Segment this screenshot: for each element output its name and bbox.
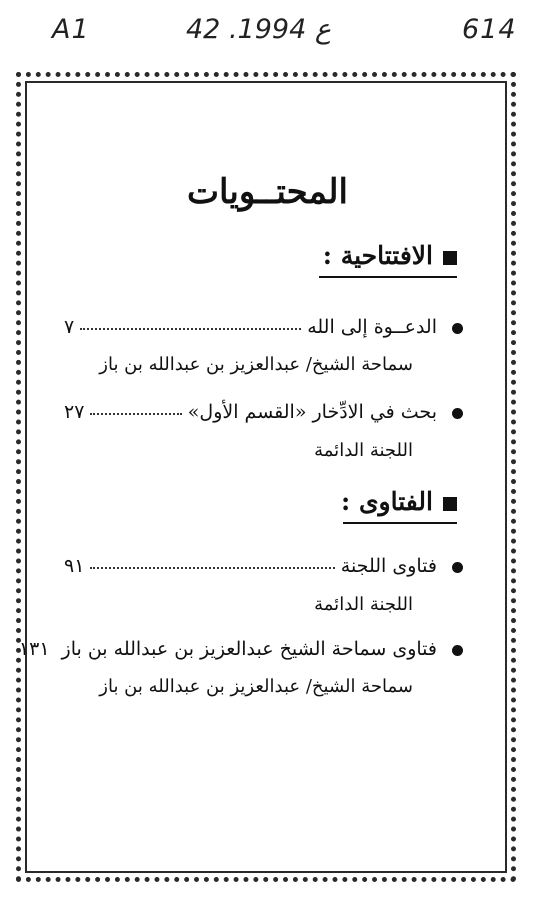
- bullet-icon: [452, 562, 463, 573]
- section-heading-label: الفتاوى :: [341, 487, 433, 516]
- dot-leader: [80, 327, 301, 330]
- handwritten-ref-middle: 42 .ع 1994: [186, 14, 331, 45]
- toc-entry-author: سماحة الشيخ/ عبدالعزيز بن عبدالله بن باز: [99, 676, 413, 697]
- toc-entry-author: سماحة الشيخ/ عبدالعزيز بن عبدالله بن باز: [99, 354, 413, 375]
- section-heading-fatawa: [341, 487, 457, 516]
- dot-leader: [90, 412, 181, 415]
- toc-entry-title: بحث في الادِّخار «القسم الأول»: [187, 401, 437, 423]
- page-title: المحتــويات: [187, 172, 348, 212]
- toc-entry[interactable]: [64, 316, 437, 340]
- toc-entry[interactable]: [64, 401, 437, 425]
- handwritten-ref-right: 614: [462, 14, 517, 45]
- section-underline: [343, 522, 457, 524]
- toc-entry-title: فتاوى سماحة الشيخ عبدالعزيز بن عبدالله بن باز: [61, 638, 437, 660]
- toc-entry-page: ١٣١: [18, 638, 50, 660]
- toc-entry-page: ٢٧: [64, 401, 85, 423]
- toc-entry[interactable]: [64, 555, 437, 579]
- toc-entry[interactable]: [18, 638, 437, 662]
- toc-entry-author: اللجنة الدائمة: [314, 594, 413, 615]
- square-bullet-icon: [443, 251, 457, 265]
- square-bullet-icon: [443, 497, 457, 511]
- bullet-icon: [452, 645, 463, 656]
- toc-entry-title: فتاوى اللجنة: [340, 555, 437, 577]
- toc-entry-author: اللجنة الدائمة: [314, 440, 413, 461]
- section-heading-label: الافتتاحية :: [322, 241, 433, 270]
- dot-leader: [90, 566, 334, 569]
- toc-entry-page: ٩١: [64, 555, 85, 577]
- bullet-icon: [452, 323, 463, 334]
- section-heading-editorial: [323, 241, 457, 270]
- toc-entry-page: ٧: [64, 316, 75, 338]
- bullet-icon: [452, 408, 463, 419]
- handwritten-ref-left: A1: [52, 14, 90, 45]
- section-underline: [319, 276, 457, 278]
- toc-entry-title: الدعــوة إلى الله: [307, 316, 437, 338]
